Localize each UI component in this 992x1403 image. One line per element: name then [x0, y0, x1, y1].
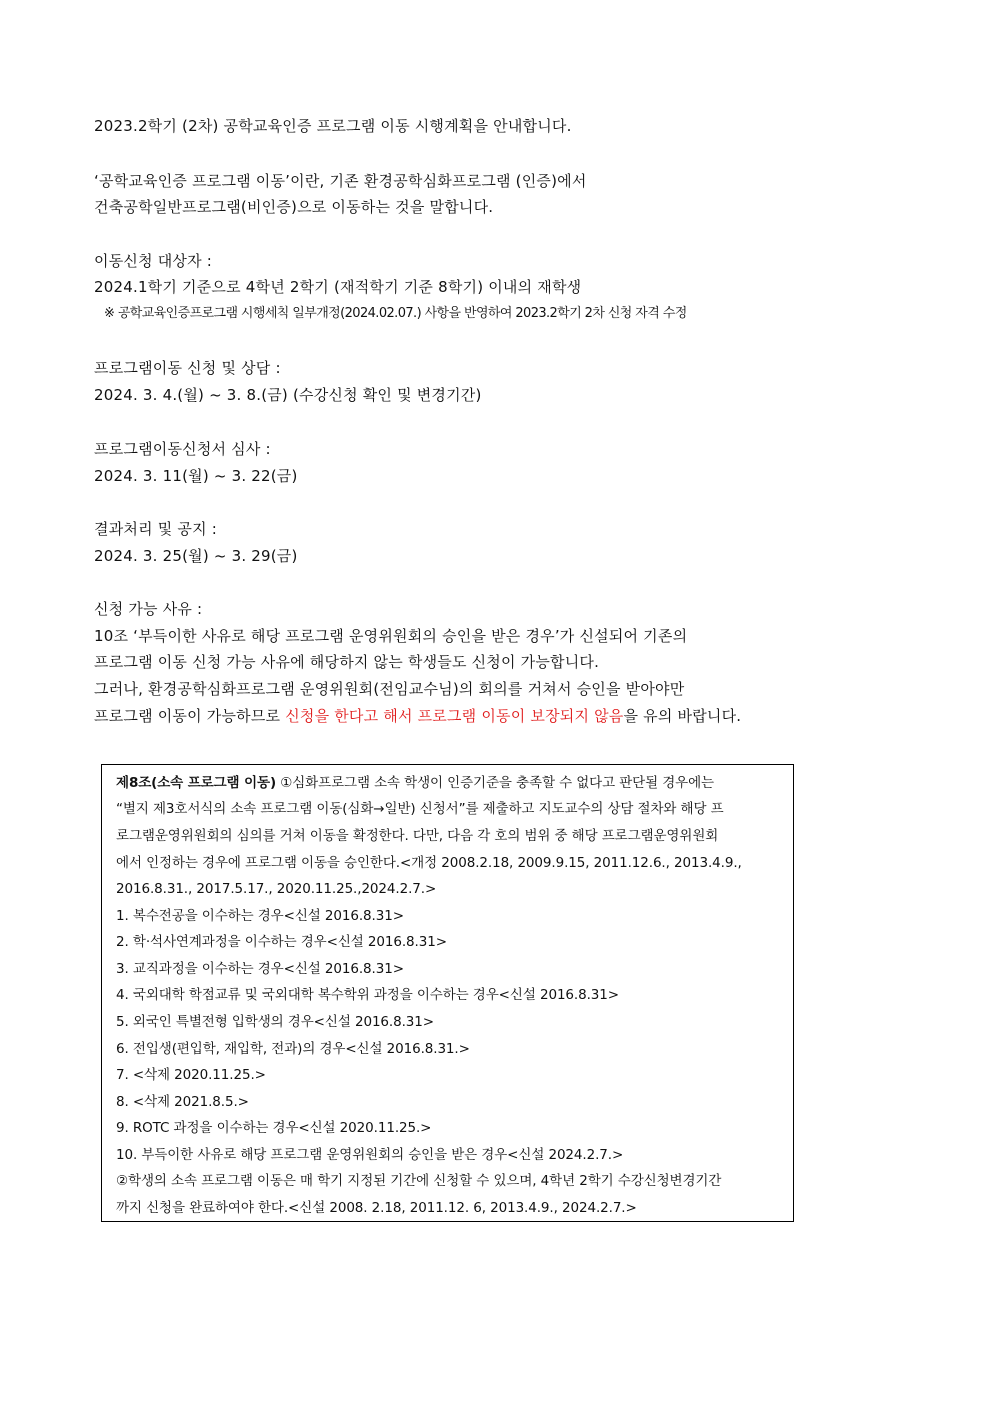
article-item: 4. 국외대학 학점교류 및 국외대학 복수학위 과정을 이수하는 경우<신설 2016.8.31>: [116, 987, 619, 1003]
definition-line-1: ‘공학교육인증 프로그램 이동’이란, 기존 환경공학심화프로그램 (인증)에서: [94, 172, 587, 190]
article-p1-line-4: 에서 인정하는 경우에 프로그램 이동을 승인한다.<개정 2008.2.18, 2009.9.15, 2011.12.6., 2013.4.9.,: [116, 855, 742, 871]
article-p1-line-2: “별지 제3호서식의 소속 프로그램 이동(심화→일반) 신청서”를 제출하고 지도교수의 상담 절차와 해당 프: [116, 801, 724, 817]
article-item: 5. 외국인 특별전형 입학생의 경우<신설 2016.8.31>: [116, 1014, 434, 1030]
article-p1-line-3: 로그램운영위원회의 심의를 거쳐 이동을 확정한다. 다만, 다음 각 호의 범위 중 해당 프로그램운영위원회: [116, 828, 719, 844]
eligibility-note: ※ 공학교육인증프로그램 시행세칙 일부개정(2024.02.07.) 사항을 반영하여 2023.2학기 2차 신청 자격 수정: [104, 306, 687, 321]
article-line-1: [116, 773, 714, 793]
article-item: 10. 부득이한 사유로 해당 프로그램 운영위원회의 승인을 받은 경우<신설 2024.2.7.>: [116, 1147, 624, 1163]
reasons-heading: 신청 가능 사유 :: [94, 600, 203, 618]
definition-line-2: 건축공학일반프로그램(비인증)으로 이동하는 것을 말합니다.: [94, 198, 494, 216]
article-item: 9. ROTC 과정을 이수하는 경우<신설 2020.11.25.>: [116, 1120, 432, 1136]
article-item: 3. 교직과정을 이수하는 경우<신설 2016.8.31>: [116, 961, 404, 977]
warning-highlight: 신청을 한다고 해서 프로그램 이동이 보장되지 않음: [285, 707, 624, 725]
review-dates: 2024. 3. 11(월) ~ 3. 22(금): [94, 467, 298, 485]
reasons-line-2: 프로그램 이동 신청 가능 사유에 해당하지 않는 학생들도 신청이 가능합니다.: [94, 653, 600, 671]
intro-text: 2023.2학기 (2차) 공학교육인증 프로그램 이동 시행계획을 안내합니다.: [94, 117, 572, 135]
article-p2-line-2: 까지 신청을 완료하여야 한다.<신설 2008. 2.18, 2011.12. 6, 2013.4.9., 2024.2.7.>: [116, 1200, 637, 1216]
article-item: 1. 복수전공을 이수하는 경우<신설 2016.8.31>: [116, 908, 404, 924]
reasons-line-4: [94, 706, 741, 726]
article-p1-line-1: ①심화프로그램 소속 학생이 인증기준을 충족할 수 없다고 판단될 경우에는: [276, 775, 715, 791]
article-item: 7. <삭제 2020.11.25.>: [116, 1067, 266, 1083]
result-heading: 결과처리 및 공지 :: [94, 520, 217, 538]
eligibility-heading: 이동신청 대상자 :: [94, 252, 213, 270]
article-p1-line-5: 2016.8.31., 2017.5.17., 2020.11.25.,2024.2.7.>: [116, 881, 437, 897]
article-item: 8. <삭제 2021.8.5.>: [116, 1094, 249, 1110]
regulation-article-box: [101, 764, 794, 1222]
application-dates: 2024. 3. 4.(월) ~ 3. 8.(금) (수강신청 확인 및 변경기간): [94, 386, 482, 404]
reasons-line-4-suffix: 을 유의 바랍니다.: [623, 707, 742, 725]
result-dates: 2024. 3. 25(월) ~ 3. 29(금): [94, 547, 298, 565]
article-p2-line-1: ②학생의 소속 프로그램 이동은 매 학기 지정된 기간에 신청할 수 있으며, 4학년 2학기 수강신청변경기간: [116, 1173, 722, 1189]
reasons-line-4-prefix: 프로그램 이동이 가능하므로: [94, 707, 286, 725]
eligibility-text: 2024.1학기 기준으로 4학년 2학기 (재적학기 기준 8학기) 이내의 재학생: [94, 278, 582, 296]
reasons-line-1: 10조 ‘부득이한 사유로 해당 프로그램 운영위원회의 승인을 받은 경우’가 신설되어 기존의: [94, 627, 688, 645]
application-heading: 프로그램이동 신청 및 상담 :: [94, 359, 281, 377]
reasons-line-3: 그러나, 환경공학심화프로그램 운영위원회(전임교수님)의 회의를 거쳐서 승인을 받아야만: [94, 680, 685, 698]
review-heading: 프로그램이동신청서 심사 :: [94, 440, 271, 458]
article-item: 6. 전입생(편입학, 재입학, 전과)의 경우<신설 2016.8.31.>: [116, 1041, 470, 1057]
article-title: 제8조(소속 프로그램 이동): [116, 775, 277, 791]
article-item: 2. 학·석사연계과정을 이수하는 경우<신설 2016.8.31>: [116, 934, 447, 950]
